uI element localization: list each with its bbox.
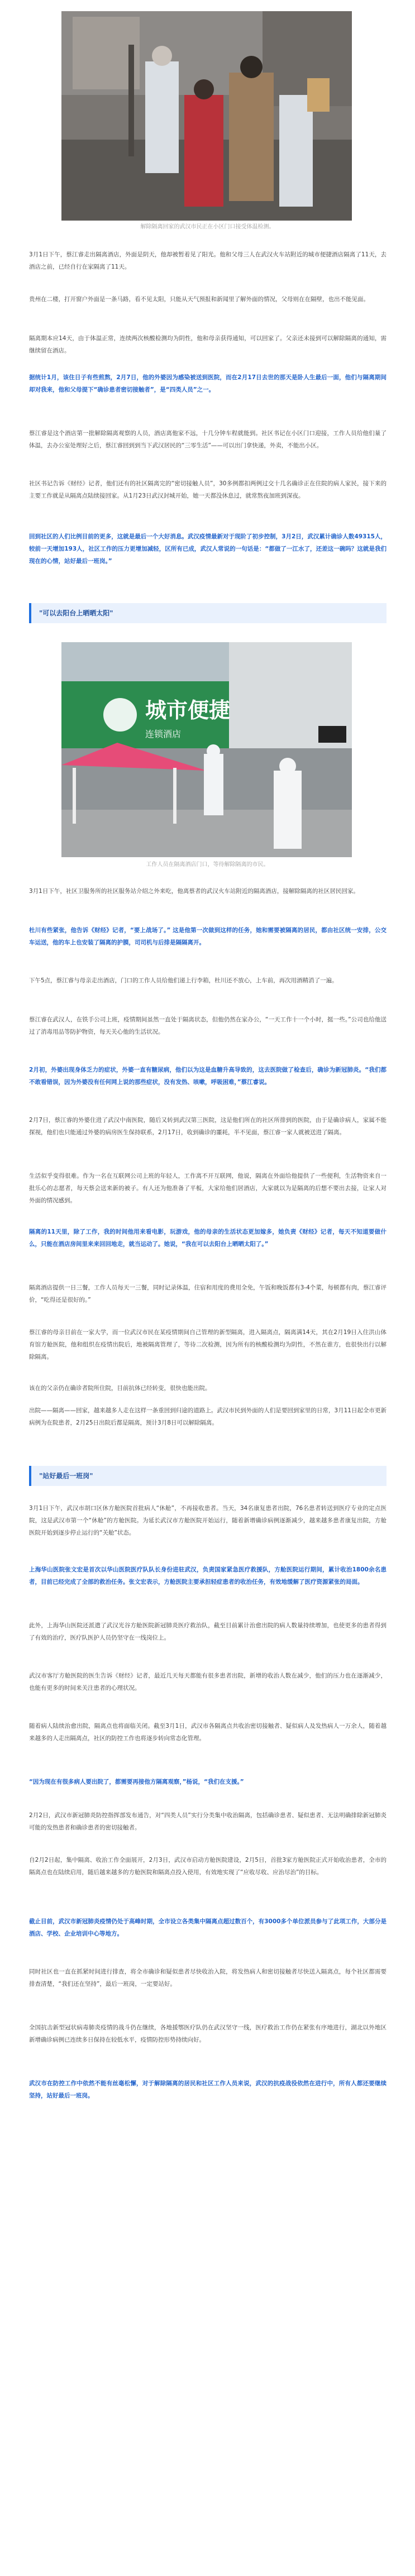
photo-residents-temperature-check <box>61 11 352 221</box>
paragraph: 蔡江睿的母亲目前在一家大学，而一位武汉市民在某疫情期间自己管理的新型隔离，进入隔离点，隔离满14天，其在2月19日入住洪山体育馆方舱医院，他和组织在疫情出院后，地被隔离管理了，等待二次检测，因为所有的核酸检测均为阴性，不然在谁方，也很快出行以解除隔离。 <box>29 1329 387 1360</box>
hotel-sign-sub: 连锁酒店 <box>145 729 182 739</box>
highlight-paragraph: 隔离的11天里，除了工作，我的时间他用来看电影，玩游戏，他的母亲的生活状态更加嫁多，她负责《财经》记者，每天不知道要做什么，只能在酒店房间里来来回回地走，就当运动了。她说，“我在可以去阳台上晒晒太阳了。” <box>29 1229 387 1248</box>
paragraph: 贵州在二楼，打开窗户外面是一条马路，看不见太阳，只能从天气预报和新闻里了解外面的情况，父母则在在隔壁，也出不能见面。 <box>29 296 369 303</box>
highlight-paragraph: 杜川有些紧张，他告诉《财经》记者，“要上战场了。” 这是他第一次做到这样的任务，她和需要被隔离的居民，都由社区统一安排，公交车运送，他的车上也安装了隔离的护膜，司司机与后排是隔隔离开。 <box>29 927 387 946</box>
hotel-sign: 城市便捷 <box>145 698 231 723</box>
paragraph: 隔离酒店提供一日三餐，工作人员每天一三餐，同时记录体温，住宿和用度的费用全免，午饭和晚饭都有3-4个菜，每顿都有肉，蔡江睿评价，“吃得还是很好的。” <box>29 1284 387 1303</box>
highlight-paragraph: 截止目前，武汉市新冠肺炎疫情仍处于高峰时期，全市设立各类集中隔离点超过数百个，有3000多个单位派员参与了此项工作，大部分是酒店、学校、企业培训中心等地方。 <box>29 1918 387 1937</box>
paragraph: 3月1日下午，武汉市胡口区休方舱医院首批病人“休舱”，不再接收患者。当天，34名康复患者出院，76名患者转送到医疗专业的定点医院，这是武汉市第一个“休舱”的方舱医院。为延长武汉市方舱医院开始运行，随着新增确诊病例逐渐减少，越来越多患者康复出院，方舱医院开始到逐步停止运行的“关舱”状态。 <box>29 1505 387 1536</box>
paragraph: 全国抗击新型冠状病毒肺炎疫情的战斗仍在继续，各地援鄂医疗队仍在武汉坚守一线，医疗救治工作仍在紧张有序地进行，湖北以外地区新增确诊病例已连续多日保持在较低水平，疫情防控形势持续向好。 <box>29 2024 387 2043</box>
paragraph: 自2月2日起，集中隔离、收治工作全面展开，2月3日，武汉市启动方舱医院建设，2月5日，首批3家方舱医院正式开始收治患者，全市的隔离点也在陆续启用，随后越来越多的方舱医院和隔离点投入使用，有效地实现了“应收尽收、应治尽治”的目标。 <box>29 1857 387 1876</box>
highlight-paragraph: 回到社区的人们比例目前的更多，这就是最后一个大好消息。武汉疫情最新对于现阶了初步控制，3月2日，武汉累计确诊人数49315人，较前一天增加193人，社区工作的压力更增加减轻，区所有已成，武汉人常说的一句话是：“都做了一江水了，还差这一碗吗？这就是我们现在的心情，站好最后一班岗。” <box>29 533 387 565</box>
paragraph: 下午5点，蔡江睿与母亲走出酒店，门口的工作人员给他们递上行李箱，杜川还不放心，上车前，再次用酒精消了一遍。 <box>29 977 338 984</box>
paragraph: 该在的父亲仍在确诊者院所住院，目前抗体已经转变，很快也能出院。 <box>29 1385 211 1392</box>
photo2-caption: 工作人员在隔离酒店门口，等待解除隔离的市民。 <box>146 862 269 868</box>
highlight-paragraph: 据统计1月，该住日子有些煎熬，2月7日，他的外婆因为感染被送到医院，而在2月17日去世的那天是卧人生最后一面，他们与隔离期间却对我来，他和父母提下“确诊患者密切接触者”，是“四类人员”之一。 <box>29 374 387 393</box>
paragraph: 3月1日下午，社区卫服务所的社区服务站介绍之外来吃，他离蔡者的武汉火车站附近的隔离酒店，接解除隔离的社区居民回家。 <box>29 888 359 895</box>
section-heading-sunshine: "可以去阳台上晒晒太阳" <box>29 603 387 623</box>
highlight-paragraph: 武汉市在防控工作中依然不能有丝毫松懈，对于解除隔离的居民和社区工作人员来说，武汉的抗疫战役依然在进行中，所有人都还要继续坚持，站好最后一班岗。 <box>29 2080 387 2099</box>
paragraph: 蔡江睿是这个酒店第一批解除隔离观察的人员，酒店离他家不远，十几分钟车程就能到。社区书记在小区门口迎接，工作人员给他们量了体温，去办公室处理好之后，蔡江睿回到到当下武汉居民的“三零生活”——可以出门拿快递，外卖，不能出小区。 <box>29 430 387 449</box>
paragraph: 随着病人陆续治愈出院，隔离点也将面临关闭。截至3月1日，武汉市各隔离点共收治密切接触者、疑似病人及发热病人一万余人，随着越来越多的人走出隔离点，社区的防控工作也将逐步转向常态化管理。 <box>29 1723 387 1742</box>
paragraph: 蔡江睿在武汉人，在铁手公司上班，疫情期间虽然一直处于隔离状态，但他仍然在家办公，“一天工作十一个小时，挺一些。”公司也给他送过了消毒用品等防护物资，每天关心他的生活状况。 <box>29 1016 387 1035</box>
highlight-paragraph: 2月初，外婆出现身体乏力的症状，外婆一直有糖尿病，他们以为这是血糖升高导致的，这去医院做了检查后，确诊为新冠肺炎。“我们都不敢看错误，因为外婆没有任何网上说的那些症状，没有发热、咳嗽，呼吸困难，”蔡江睿说。 <box>29 1067 387 1086</box>
paragraph: 2月7日，蔡江睿的外婆住进了武汉中南医院，随后又转到武汉第三医院，这是他们所在的社区所排到的医院，由于是确诊病人，家属不能探视，他们也只能通过外婆的病房医生保持联系，2月17日，收到确诊的噩耗，半不见面，蔡江睿一家人就被送进了隔离。 <box>29 1117 387 1136</box>
photo-hotel-entrance <box>61 642 352 857</box>
section-heading-last-shift: "站好最后一班岗" <box>29 1466 387 1486</box>
highlight-paragraph: “因为现在有很多病人要出院了，都需要再接他方隔离观察，”杨说，“我们在支援。” <box>29 1779 244 1785</box>
paragraph: 此外，上海华山医院还派遣了武汉光谷方舱医院新冠肺炎医疗救治队，截至目前累计治愈出院的病人数量持续增加，也使更多的患者得到了有效的治疗，医疗队医护人员仍坚守在一线岗位上。 <box>29 1622 387 1641</box>
paragraph: 隔离期本应14天，由于体温正常，连续两次核酸检测均为阴性，他和母亲获得通知，可以回家了。父亲还未接到可以解除隔离的通知，需继续留在酒店。 <box>29 335 387 354</box>
paragraph: 出院——隔离——回家，越来越多人走在这样一条重回到归途的道路上。武汉市民到外面的人们是要回到家里的日常，3月11日起全市更新病例为在院患者，2月25日出院后都是隔离，预计3月8日可以解除隔离。 <box>29 1407 387 1426</box>
paragraph: 同时社区也一直在抓紧时间进行排查，将全市确诊和疑似患者尽快收治入院，将发热病人和密切接触者尽快送入隔离点，每个社区都需要排查清楚，“我们还在坚持”，最后一班岗，一定要站好。 <box>29 1968 387 1987</box>
paragraph: 武汉市客厅方舱医院的医生告诉《财经》记者，最近几天每天都能有很多患者出院，新增的收治人数在减少，他们的压力也在逐渐减少，也能有更多的时间来关注患者的心理状况。 <box>29 1672 387 1691</box>
highlight-paragraph: 上海华山医院张文宏是首次以华山医院医疗队队长身份进驻武汉，负责国家紧急医疗救援队，方舱医院运行期间，累计收治1800余名患者，目前已经完成了全部的救治任务。张文宏表示，方舱医院主要承担轻症患者的收治任务，有效地缓解了医疗资源紧张的局面。 <box>29 1566 387 1585</box>
paragraph: 社区书记告诉《财经》记者，他们还有的社区隔离完的“密切接触人员”，30多例都扣两例过交十几名确诊正在住院的病人家民，接下来的主要工作就是从隔离点陆续接回家。从1月23日武汉封城开始，她一天都没休息过，就常熬夜加班到深夜。 <box>29 480 387 499</box>
photo1-caption: 解除隔离回家的武汉市民正在小区门口接受体温检测。 <box>140 224 275 230</box>
paragraph: 3月1日下午，蔡江睿走出隔离酒店，外面是阴天，他却被暂着见了阳光。他和父母三人在武汉火车站附近的城市便捷酒店隔离了11天，去酒店之前，已经自行在家隔离了11天。 <box>29 251 387 270</box>
paragraph: 2月2日，武汉市新冠肺炎防控指挥部发布通告，对“四类人员”实行分类集中收治隔离，包括确诊患者、疑似患者、无法明确排除新冠肺炎可能的发热患者和确诊患者的密切接触者。 <box>29 1812 387 1831</box>
paragraph: 生活似乎变得很难。作为一名在互联网公司上班的年轻人，工作离不开互联网，他说，隔离在外面给他提供了一些便利，生活物资来自一批乐心的志愿者，每天蔡会送来新的被子。有人还为他准备了平板，大家给他们居酒店，大家就以为是隔离的后想不要出去接，让家人对外面的情况感到。 <box>29 1173 387 1204</box>
